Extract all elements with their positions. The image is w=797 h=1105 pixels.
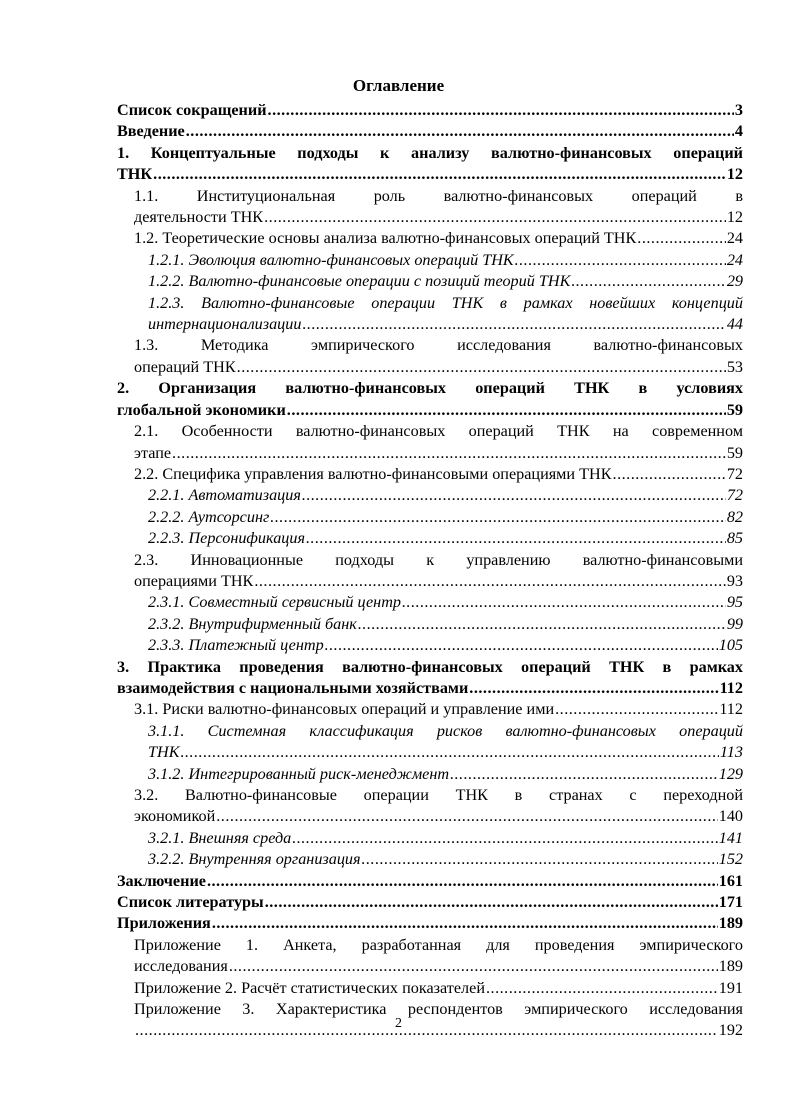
dot-leader [207, 871, 718, 892]
toc-page-number: 161 [718, 871, 743, 890]
toc-entry-text: Приложение 1. Анкета, разработанная для проведения эмпирического [134, 935, 743, 954]
dot-leader [153, 164, 726, 185]
dot-leader [302, 314, 725, 335]
dot-leader [402, 592, 726, 613]
toc-page-number: 85 [726, 529, 743, 548]
toc-page-number: 95 [726, 593, 743, 612]
toc-entry-text: операций ТНК [134, 357, 236, 376]
toc-page-number: 189 [718, 957, 743, 976]
toc-page-number: 112 [719, 678, 743, 697]
toc-entry [117, 871, 743, 892]
toc-page-number: 112 [719, 700, 743, 719]
toc-entry [148, 271, 743, 292]
toc-entry-text: 3.2. Валютно-финансовые операции ТНК в странах с переходной [134, 786, 743, 804]
toc-entry [117, 143, 743, 186]
toc-entry-text: Приложение 2. Расчёт статистических показателей [134, 978, 485, 997]
dot-leader [270, 507, 726, 528]
toc-entry [117, 378, 743, 421]
dot-leader [358, 614, 726, 635]
toc-entry-text: 2.2.1. Автоматизация [148, 486, 301, 505]
dot-leader [186, 121, 734, 142]
toc-entry-text: операциями ТНК [134, 571, 254, 590]
dot-leader [486, 978, 718, 999]
toc-page-number: 59 [726, 443, 743, 462]
dot-leader [216, 806, 717, 827]
toc-entry-text: 1. Концептуальные подходы к анализу валютно-финансовых операций [117, 143, 743, 162]
toc-entry [148, 507, 743, 528]
toc-page-number: 141 [718, 828, 743, 847]
toc-entry-text: 3. Практика проведения валютно-финансовых операций ТНК в рамках [117, 657, 743, 676]
toc-entry-text: Приложение 3. Характеристика респондентов эмпирического исследования [134, 1000, 743, 1019]
toc-entry-text: ТНК [117, 165, 153, 184]
dot-leader [287, 400, 726, 421]
toc-entry [148, 293, 743, 336]
toc-page-number: 191 [718, 978, 743, 997]
toc-entry [148, 721, 743, 764]
toc-entry-text: экономикой [134, 807, 216, 826]
toc-page-number: 3 [734, 101, 743, 119]
toc-entry [134, 699, 743, 720]
toc-entry-text: Заключение [117, 871, 206, 890]
toc-entry [148, 250, 743, 271]
dot-leader [172, 443, 726, 464]
toc-page-number: 53 [726, 357, 743, 376]
toc-page-number: 113 [719, 743, 743, 762]
toc-entry [148, 849, 743, 870]
dot-leader [302, 485, 726, 506]
toc-entry-text: 2.1. Особенности валютно-финансовых операций ТНК на современном [134, 422, 743, 441]
toc-entry-text: глобальной экономики [117, 400, 286, 419]
toc-entry [148, 592, 743, 613]
toc-page-number: 140 [718, 807, 743, 826]
toc-page-number: 129 [718, 764, 743, 783]
toc-entry [117, 913, 743, 934]
toc-entry-text: Список литературы [117, 893, 264, 912]
dot-leader [515, 250, 726, 271]
dot-leader [180, 742, 718, 763]
toc-entry-text: 1.3. Методика эмпирического исследования валютно-финансовых [134, 336, 743, 355]
dot-leader [306, 528, 726, 549]
toc-entry [148, 828, 743, 849]
toc-entry-text: деятельности ТНК [134, 208, 264, 227]
toc-entry-text: Введение [117, 122, 185, 141]
toc-entry [134, 421, 743, 464]
page-title: Оглавление [352, 76, 445, 95]
toc-entry [148, 635, 743, 656]
toc-entry-text: 1.1. Институциональная роль валютно-финансовых операций в [134, 186, 743, 205]
toc-entry-text: Приложения [117, 914, 211, 933]
toc-entry [117, 121, 743, 142]
dot-leader [268, 100, 734, 121]
toc-page-number: 152 [718, 850, 743, 869]
toc-entry [148, 764, 743, 785]
toc-entry-text: ТНК [148, 743, 180, 762]
toc-page-number: 44 [726, 315, 743, 334]
toc-entry [134, 785, 743, 828]
toc-entry-text: 2.2.2. Аутсорсинг [148, 507, 270, 526]
dot-leader [264, 207, 726, 228]
toc-entry [134, 186, 743, 229]
toc-entry-text: 3.2.2. Внутренняя организация [148, 850, 361, 869]
toc-entry-text: 3.2.1. Внешняя среда [148, 828, 292, 847]
toc-entry [117, 892, 743, 913]
toc-page-number: 105 [718, 636, 743, 655]
dot-leader [469, 678, 718, 699]
toc-entry [148, 485, 743, 506]
dot-leader [237, 357, 726, 378]
toc-entry [134, 978, 743, 999]
toc-entry-text: исследования [134, 957, 228, 976]
toc-page-number: 12 [726, 165, 743, 184]
toc-page-number: 82 [726, 507, 743, 526]
toc-entry [134, 935, 743, 978]
toc-entry [134, 550, 743, 593]
toc-entry-text: 3.1.1. Системная классификация рисков валютно-финансовых операций [148, 721, 743, 740]
dot-leader [254, 571, 725, 592]
toc-entry [148, 614, 743, 635]
dot-leader [450, 764, 718, 785]
dot-leader [212, 913, 718, 934]
table-of-contents [0, 100, 797, 1042]
toc-page-number: 99 [726, 614, 743, 633]
toc-entry-text: 2.3.3. Платежный центр [148, 636, 324, 655]
toc-entry-text: этапе [134, 443, 172, 462]
toc-entry-text: 3.1. Риски валютно-финансовых операций и управление ими [134, 700, 555, 719]
toc-entry-text: 2.2.3. Персонификация [148, 529, 305, 548]
toc-entry-text: 2.3.1. Совместный сервисный центр [148, 593, 401, 612]
toc-entry [117, 657, 743, 700]
toc-entry-text: 1.2.1. Эволюция валютно-финансовых операций ТНК [148, 250, 514, 269]
dot-leader [637, 228, 726, 249]
toc-page-number: 29 [726, 272, 743, 291]
toc-page-number: 72 [726, 486, 743, 505]
toc-entry-text: 1.2.2. Валютно-финансовые операции с позиций теорий ТНК [148, 272, 571, 291]
dot-leader [613, 464, 726, 485]
toc-entry-text: 1.2.3. Валютно-финансовые операции ТНК в рамках новейших концепций [148, 293, 743, 312]
toc-entry-text: 2.2. Специфика управления валютно-финансовыми операциями ТНК [134, 464, 612, 483]
page-number: 2 [395, 1016, 402, 1031]
dot-leader [325, 635, 718, 656]
toc-page-number: 24 [726, 250, 743, 269]
toc-entry [134, 335, 743, 378]
dot-leader [292, 828, 717, 849]
dot-leader [571, 271, 725, 292]
toc-entry-text: 2. Организация валютно-финансовых операций ТНК в условиях [117, 379, 743, 398]
toc-page-number: 72 [726, 464, 743, 483]
toc-entry-text: 2.3. Инновационные подходы к управлению валютно-финансовыми [134, 550, 743, 569]
toc-page-number: 4 [734, 122, 743, 141]
dot-leader [555, 699, 718, 720]
dot-leader [229, 956, 718, 977]
toc-entry-text: 1.2. Теоретические основы анализа валютно-финансовых операций ТНК [134, 229, 637, 248]
toc-entry-text: 3.1.2. Интегрированный риск-менеджмент [148, 764, 450, 783]
toc-entry [117, 100, 743, 121]
toc-entry [148, 528, 743, 549]
dot-leader [362, 849, 718, 870]
toc-page-number: 59 [726, 400, 743, 419]
toc-page-number: 189 [718, 914, 743, 933]
dot-leader [265, 892, 718, 913]
toc-entry-text: взаимодействия с национальными хозяйствами [117, 678, 469, 697]
toc-entry [134, 464, 743, 485]
toc-entry-text: интернационализации [148, 315, 302, 334]
toc-page-number: 24 [726, 229, 743, 248]
toc-page-number: 192 [718, 1021, 743, 1040]
toc-entry-text: 2.3.2. Внутрифирменный банк [148, 614, 357, 633]
toc-page-number: 93 [726, 571, 743, 590]
toc-entry-text: Список сокращений [117, 101, 267, 119]
toc-page-number: 12 [726, 208, 743, 227]
toc-page-number: 171 [718, 893, 743, 912]
toc-entry [134, 228, 743, 249]
